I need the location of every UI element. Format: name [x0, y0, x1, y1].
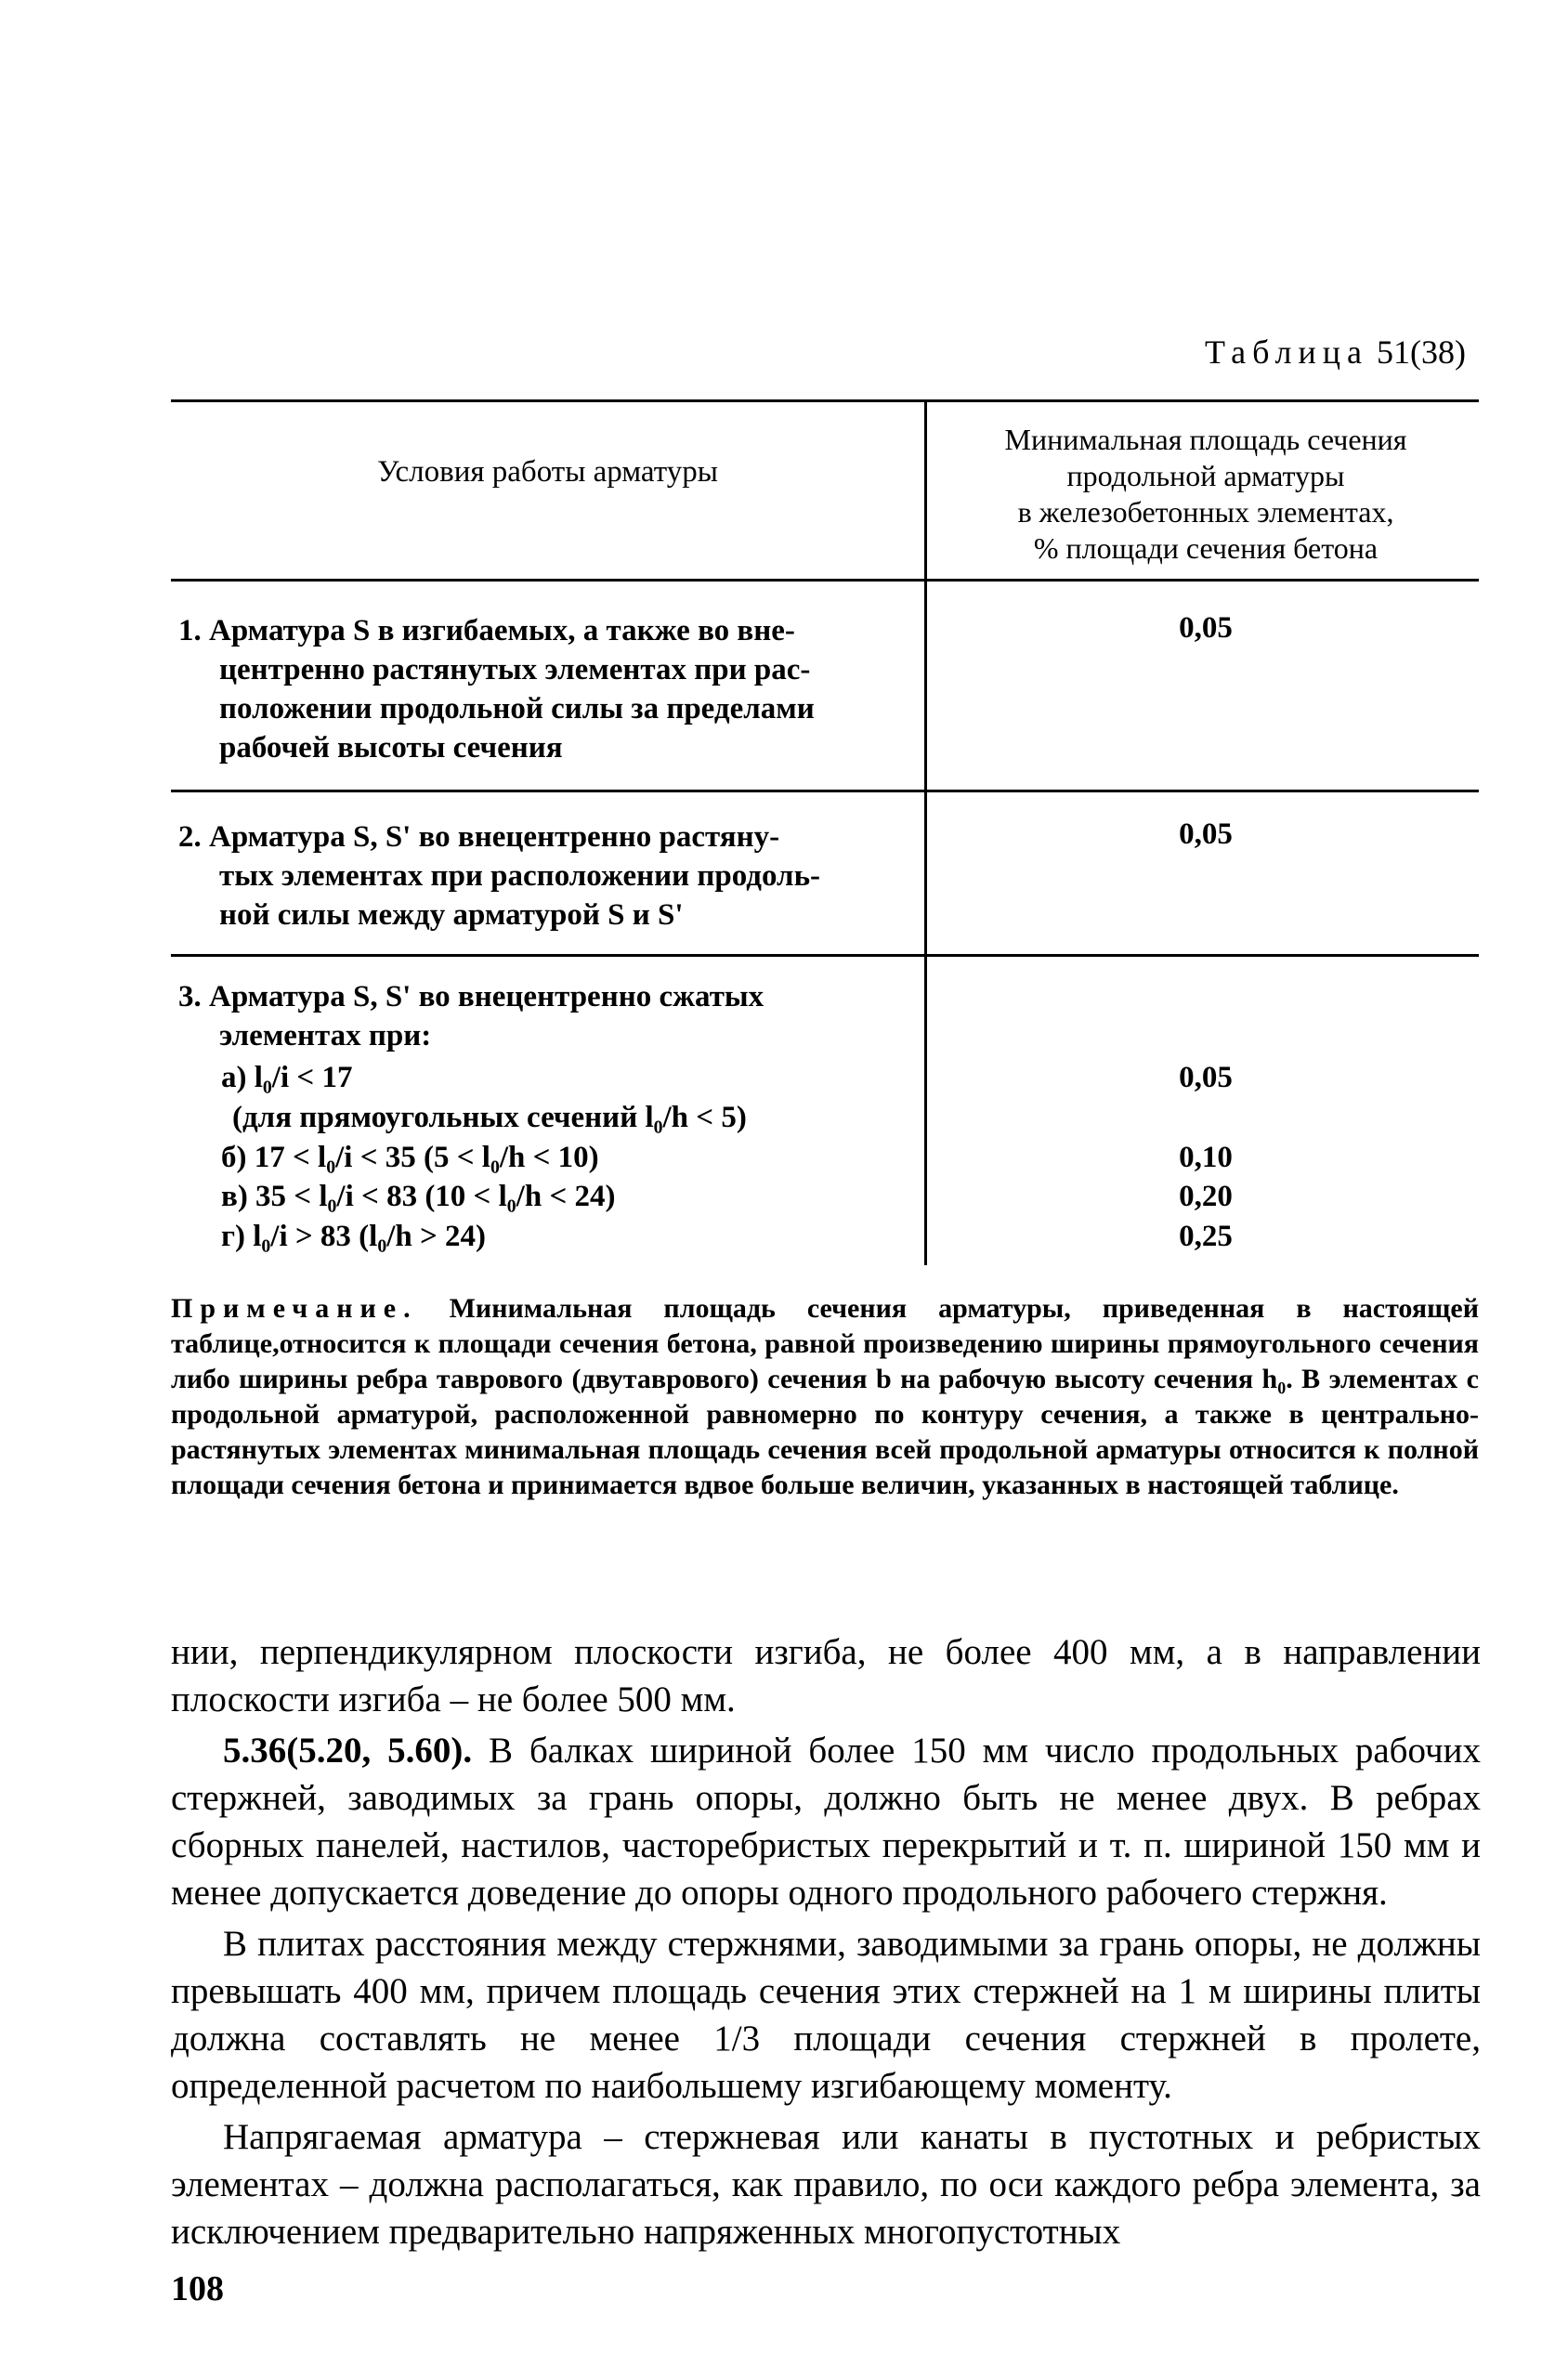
condition-line: элементах при: — [219, 1019, 432, 1052]
paragraph — [171, 1727, 1481, 1916]
row-value-a: 0,05 — [1179, 1061, 1233, 1094]
row-value-d: 0,25 — [1179, 1220, 1233, 1253]
row-value: 0,05 — [1179, 817, 1233, 851]
note-lead: Примечание. — [171, 1293, 418, 1324]
header-line: % площади сечения бетона — [1033, 531, 1379, 565]
subcondition-a: а) l₀/i < 17 — [221, 1061, 353, 1094]
paragraph-text: В балках шириной более 150 мм число продольных рабочих стержней, заводимых за грань опоры, должно быть не менее двух. В ребрах сборных панелей, настилов, часторебристых перекрытий и т. п. шириной 150 мм и менее допускается доведение до опоры одного продольного рабочего стержня. — [171, 1731, 1481, 1913]
row-condition — [178, 977, 912, 1055]
row-value-b: 0,10 — [1179, 1141, 1233, 1174]
row-value: 0,05 — [1179, 611, 1233, 645]
subcondition-d: г) l₀/i > 83 (l₀/h > 24) — [221, 1220, 487, 1253]
header-line: в железобетонных элементах, — [1017, 495, 1394, 529]
header-line: Минимальная площадь сечения — [1004, 423, 1407, 456]
article-number: 5.36(5.20, 5.60). — [223, 1731, 473, 1771]
condition-line: 1. Арматура S в изгибаемых, а также во вне- — [178, 614, 795, 647]
subcondition-b: б) 17 < l₀/i < 35 (5 < l₀/h < 10) — [221, 1141, 599, 1174]
header-bottom-rule — [171, 579, 1479, 582]
row-condition — [178, 817, 912, 935]
row-divider — [171, 790, 1479, 792]
table-column-divider — [924, 399, 927, 1265]
header-line: продольной арматуры — [1066, 459, 1345, 492]
condition-line: ной силы между арматурой S и S' — [219, 898, 684, 932]
condition-line: тых элементах при расположении продоль- — [219, 859, 821, 893]
body-text — [171, 1628, 1481, 2255]
table-caption-number: 51(38) — [1377, 333, 1466, 371]
subcondition-c: в) 35 < l₀/i < 83 (10 < l₀/h < 24) — [221, 1180, 616, 1213]
condition-line: положении продольной силы за пределами — [219, 692, 815, 725]
column-header-min-area — [933, 422, 1479, 567]
table-top-rule — [171, 399, 1479, 402]
paragraph: нии, перпендикулярном плоскости изгиба, не более 400 мм, а в направлении плоскости изгиба – не более 500 мм. — [171, 1632, 1481, 1719]
row-divider — [171, 954, 1479, 957]
condition-line: 3. Арматура S, S' во внецентренно сжатых — [178, 980, 764, 1013]
table-caption — [1205, 333, 1466, 372]
column-header-conditions: Условия работы арматуры — [377, 455, 718, 489]
page-number: 108 — [171, 2269, 224, 2308]
condition-line: центренно растянутых элементах при рас- — [219, 653, 811, 686]
note-text: Минимальная площадь сечения арматуры, приведенная в настоящей таблице,относится к площади сечения бетона, равной произведению ширины прямоугольного сечения либо ширины ребра таврового (двутаврового) сечения b на рабочую высоту сечения h₀. В элементах с продольной арматурой, расположенной равномерно по контуру сечения, а также в центрально-растянутых элементах минимальная площадь сечения всей продольной арматуры относится к полной площади сечения бетона и принимается вдвое больше величин, указанных в настоящей таблице. — [171, 1293, 1479, 1500]
condition-line: 2. Арматура S, S' во внецентренно растяну- — [178, 820, 780, 854]
condition-line: рабочей высоты сечения — [219, 731, 563, 765]
subcondition-a-note: (для прямоугольных сечений l₀/h < 5) — [232, 1101, 747, 1134]
table-caption-word: Таблица — [1205, 333, 1369, 371]
paragraph: В плитах расстояния между стержнями, заводимыми за грань опоры, не должны превышать 400 мм, причем площадь сечения этих стержней на 1 м ширины плиты должна составлять не менее 1/3 площади сечения стержней в пролете, определенной расчетом по наибольшему изгибающему моменту. — [171, 1924, 1481, 2106]
paragraph: Напрягаемая арматура – стержневая или канаты в пустотных и ребристых элементах – должна располагаться, как правило, по оси каждого ребра элемента, за исключением предварительно напряженных многопустотных — [171, 2117, 1481, 2252]
row-value-c: 0,20 — [1179, 1180, 1233, 1213]
table-note — [171, 1291, 1479, 1503]
row-condition — [178, 611, 912, 767]
